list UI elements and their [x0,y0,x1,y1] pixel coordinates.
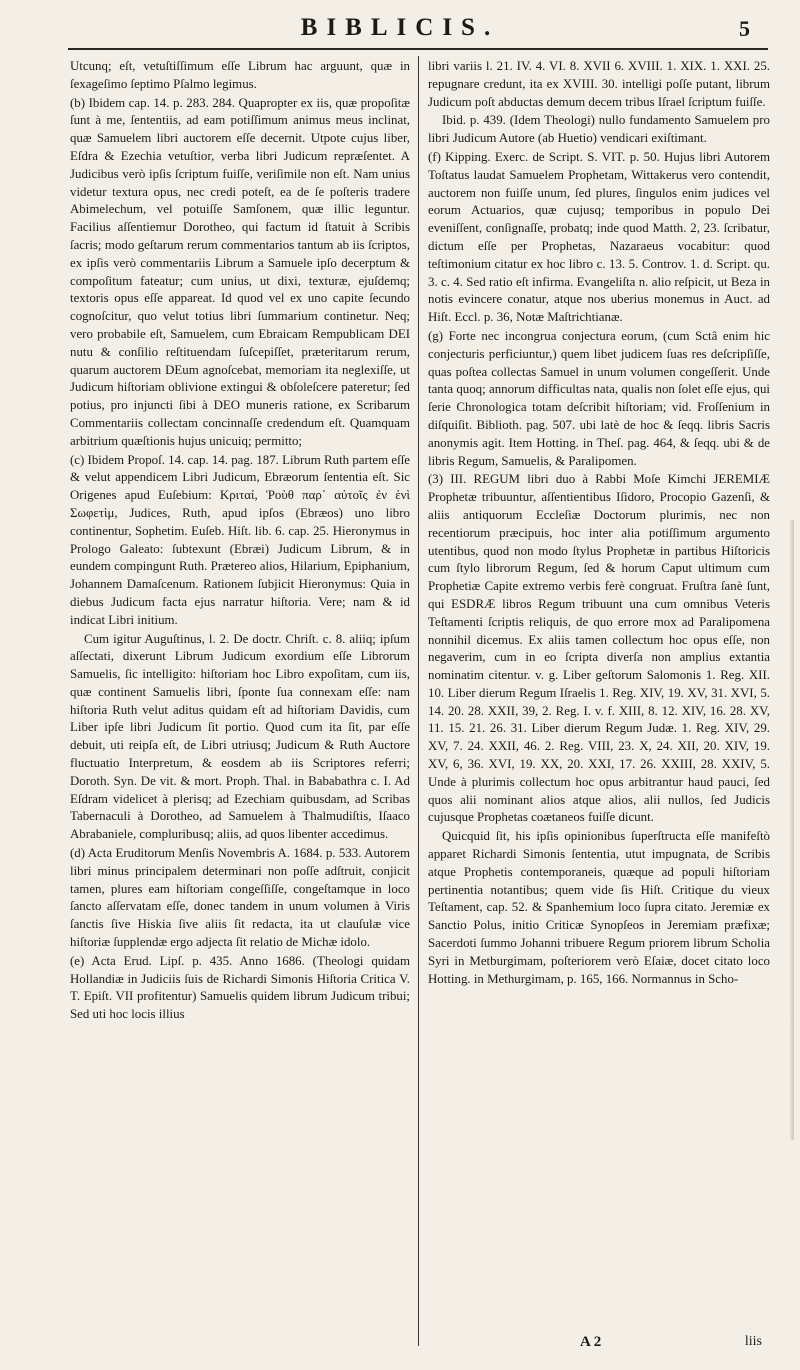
footnote-b: (b) Ibidem cap. 14. p. 283. 284. Quapropter ex iis, quæ propoſitæ ſunt à me, ſententiis, ad eam potiſſimum animus meus inclinat, quæ Samuelem libri auctorem eſſe decernit. Utpote cujus liber, Eſdra & Ezechia vetuſtior, verba libri Judicum repræſentet. A Judicibus verò ipſis ſcriptum fuiſſe, veriſimile non eſt. Nam unius videtur textura opus, nec credi poteſt, ea de ſe poſteris tradere Abimelechum, vel potuiſſe Samſonem, quæ illic leguntur. Facilius aſſentiemur Dorotheo, qui factum id ſtatuit à Scribis ſacris; modo geſtarum rerum commentarios tantum ab iis ſcriptos, ex ipſis verò commentariis Librum a Samuele ipſo decerptum & compoſitum fateatur; cum unius, ut dixi, texturæ, ejuſdemq; textoris opus eſſe appareat. Id quod vel ex uno capite ſecundo cognoſcitur, quo velut totius libri ſummarium continetur. Neq; vero probabile eſt, Samuelem, cum Ebraicam Rempublicam DEI nutu & conſilio reſtituendam ſuſcepiſſet, præteritarum rerum, quarum auctorem DEum agnoſcebat, memoriam ita neglexiſſe, ut Judicum hiſtoriam oblivione extingui & obſoleſcere pateretur; ſed potius, pro injuncti ſibi à DEO muneris ratione, ex Scribarum Commentariis collectam concinnaſſe credendum eſt. Quamquam arbitrium quæſtionis hujus unicuiq; permitto; [70,95,410,448]
catchword: liis [744,1334,762,1349]
page-footer [430,1334,772,1356]
paragraph: Utcunq; eſt, vetuſtiſſimum eſſe Librum hac arguunt, quæ in ſexageſimo ſeptimo Pſalmo legimus. [70,59,410,91]
paragraph: Cum igitur Auguſtinus, l. 2. De doctr. Chriſt. c. 8. aliiq; ipſum aſſectati, dixerunt Librum Judicum exordium eſſe Librorum Samuelis, ſic intelligito: hiſtoriam hoc Libro expoſitam, cum iis, quæ continent Samuelis libri, ſponte ſua connexam eſſe: nam hiſtoria Ruth velut aditus quidam eſt ad hiſtoriam Davidis, cum Liber ipſe libri Judicum ſit portio. Quod cum ita ſit, par eſſe debuit, uti reipſa eſt, de Libri utriusq; Judicum & Ruth Auctore fluctuatio Interpretum, & eosdem ab iis Scriptores referri; Doroth. Syn. De vit. & mort. Proph. Thal. in Bababathra c. I. Ad Eſdram videlicet à plerisq; ad Ezechiam quibusdam, ad Scribas Tabernaculi à Dorotheo, ad Samuelem à Thalmudiſtis, Iſaaco Abrabaniele, compluribusq; aliis, ad quos libenter accedimus. [70,631,410,842]
footnote-e: (e) Acta Erud. Lipſ. p. 435. Anno 1686. (Theologi quidam Hollandiæ in Judiciis ſuis de Richardi Simonis Hiſtoria Critica V. T. Epiſt. VII profitentur) Samuelis quidem librum Judicum tribui; Sed uti hoc locis illius [70,953,410,1022]
running-head [100,14,750,44]
running-title: BIBLICIS. [300,14,500,41]
footnote-c: (c) Ibidem Propoſ. 14. cap. 14. pag. 187. Librum Ruth partem eſſe & velut appendicem Libri Judicum, Ebræorum ſententia eſt. Sic Origenes apud Euſebium: Κριταί, Ῥοὺθ παρ᾽ αὐτοῖς ἐν ἑνὶ Σωφετὶμ, Judices, Ruth, apud ipſos (Ebræos) uno libro continentur, Sophetim. Euſeb. Hiſt. lib. 6. cap. 25. Hieronymus in Prologo Galeato: ſubtexunt (Ebræi) Judicum Librum, & in eundem compingunt Ruth. Prætereo alios, Hilarium, Epiphanium, Johannem Damaſcenum. Rationem ſubjicit Hieronymus: Quia in diebus Judicum facta ejus narratur hiſtoria. Vere; nam & id indicat Libri initium. [70,452,410,627]
page-edge-shadow [790,520,794,1140]
right-column [428,58,770,989]
footnote-g: (g) Forte nec incongrua conjectura eorum, (cum Sctâ enim hic conjecturis perficiuntur,) quem libet judicem ſuas res deſcripſiſſe, quas poſtea collectas Samuel in unum volumen congeſſerit. Unde tanta quoq; annorum difficultas nata, qualis non ſolet eſſe ejus, qui ſerie Chronologica totam deſcribit hiſtoriam; vid. Froſſenium in diſquiſit. Biblioth. pag. 507. ubi latè de hoc & ſeqq. libris Sacris anonymis agit. Item Hotting. in Theſ. pag. 464, & ſeqq. ubi & de libris Regum, Samuelis, & Paralipomen. [428,328,770,468]
column-divider [418,56,419,1346]
page-number: 5 [739,16,750,41]
section-regum: (3) III. REGUM libri duo à Rabbi Moſe Kimchi JEREMIÆ Prophetæ tribuuntur, aſſentientibus Iſidoro, Procopio Gazenſi, & aliis antiquorum Eccleſiæ Doctorum plurimis, nec non recentiorum præcipuis, hoc inter alia potiſſimum argumento utentibus, quod non modo ſtylus Prophetæ in partibus Hiſtoricis cum ſtylo librorum Regum, ſed & horum Caput ultimum cum Prophetiæ Capite extremo verbis ferè congruat. Fruſtra ſanè ſunt, qui ESDRÆ libros Regum tribuunt una cum omnibus Veteris Teſtamenti ſcriptis reliquis, de quo errore mox ad Paralipomena nonnihil dicemus. Ex aliis tamen collectum hoc opus eſſe, non negaverim, cum in eo ſcripta diverſa non amplius extantia nominatim citentur. v. g. Liber geſtorum Salomonis 1. Reg. XII. 10. Liber dierum Regum Iſraelis 1. Reg. XIV, 19. XV, 31. XVI, 5. 14. 20. 28. XXII, 39, 2. Reg. I. v. f. XIII, 8. 12. XIV, 16. 28. XV, 11. 15. 21. 26. 31. Liber dierum Regum Judæ. 1. Reg. XIV, 29. XV, 7. 24. XXII, 46. 2. Reg. VIII, 23. X, 24. XII, 20. XIV, 19. XV, 6, 36. XVI, 19. XX, 20. XXI, 17. 26. XXIII, 28. XXIV, 5. Unde à plurimis collectum hoc opus arbitrantur haud pauci, ſed quos alii nominant alios atque alios, alii nullos, ſed Judicis cujusque Prophetas coætaneos fuiſſe dicunt. [428,472,770,825]
signature-mark: A 2 [580,1334,602,1350]
footnote-d: (d) Acta Eruditorum Menſis Novembris A. 1684. p. 533. Autorem libri minus principalem determinari non poſſe adſtruit, conjicit tamen, plures eam hiſtoriam congeſſiſſe, congeſtamque in loco ſancto aſſervatam eſſe, donec tandem in unum volumen à Viris ſanctis ſive Hiskia ſive aliis ſit redacta, ita ut clauſulæ vice hiſtoriæ ſupplendæ ergo adjecta ſit relatio de Michæ idolo. [70,846,410,950]
paragraph: Ibid. p. 439. (Idem Theologi) nullo fundamento Samuelem pro libri Judicum Autore (ab Huetio) vendicari exiſtimant. [428,113,770,146]
paragraph: libri variis l. 21. IV. 4. VI. 8. XVII 6. XVIII. 1. XIX. 1. XXI. 25. repugnare credunt, ita ex XVIII. 30. intelligi poſſe putant, librum Judicum poſt abductas demum decem tribus Iſrael ſcriptum fuiſſe. [428,59,770,109]
left-column [70,58,410,1025]
header-rule [68,48,768,50]
footnote-f: (f) Kipping. Exerc. de Script. S. VIT. p. 50. Hujus libri Autorem Toſtatus laudat Samuelem Prophetam, Wittakerus vero contendit, auctorem non fuiſſe unum, ſed plures, ſingulos enim judices vel eorum Actuarios, quæ cujusq; temporibus in populo Dei eveniſſent, conſignaſſe, probatq; inde quod Matth. 2, 23. ſcribatur, dictum eſſe per Prophetas, Nazaraeus vocabitur: quod teſtimonium citatur ex hoc libro c. 13. 5. Controv. 1. d. Script. qu. 3. c. 4. Sed ratio eſt infirma. Evangeliſta n. alio reſpicit, ut Beza in notis evincere conatur, atque nos uberius monemus in Auct. ad Hiſt. Eccl. p. 36, Notæ Maſtrichtianæ. [428,149,770,325]
paragraph: Quicquid ſit, his ipſis opinionibus ſuperſtructa eſſe manifeſtò apparet Richardi Simonis ſententia, utut impugnata, de Scribis atque Prophetis contemporaneis, quæque ad populi hiſtoriam pertinentia notantibus; quem vide ſis Hiſt. Critique du vieux Teſtament, cap. 52. & Spanhemium loco ſupra citato. Jeremiæ ex Sanctio Polus, initio Criticæ Synopſeos in Jeremiam præfixæ; Sacerdoti ſummo Johanni tribuere Regum priorem librum Scholia Syri in Metburgimam, poſteriorem verò Eſaiæ, docet citato loco Hotting. in Methurgimam, p. 165, 166. Normannus in Scho- [428,829,770,986]
